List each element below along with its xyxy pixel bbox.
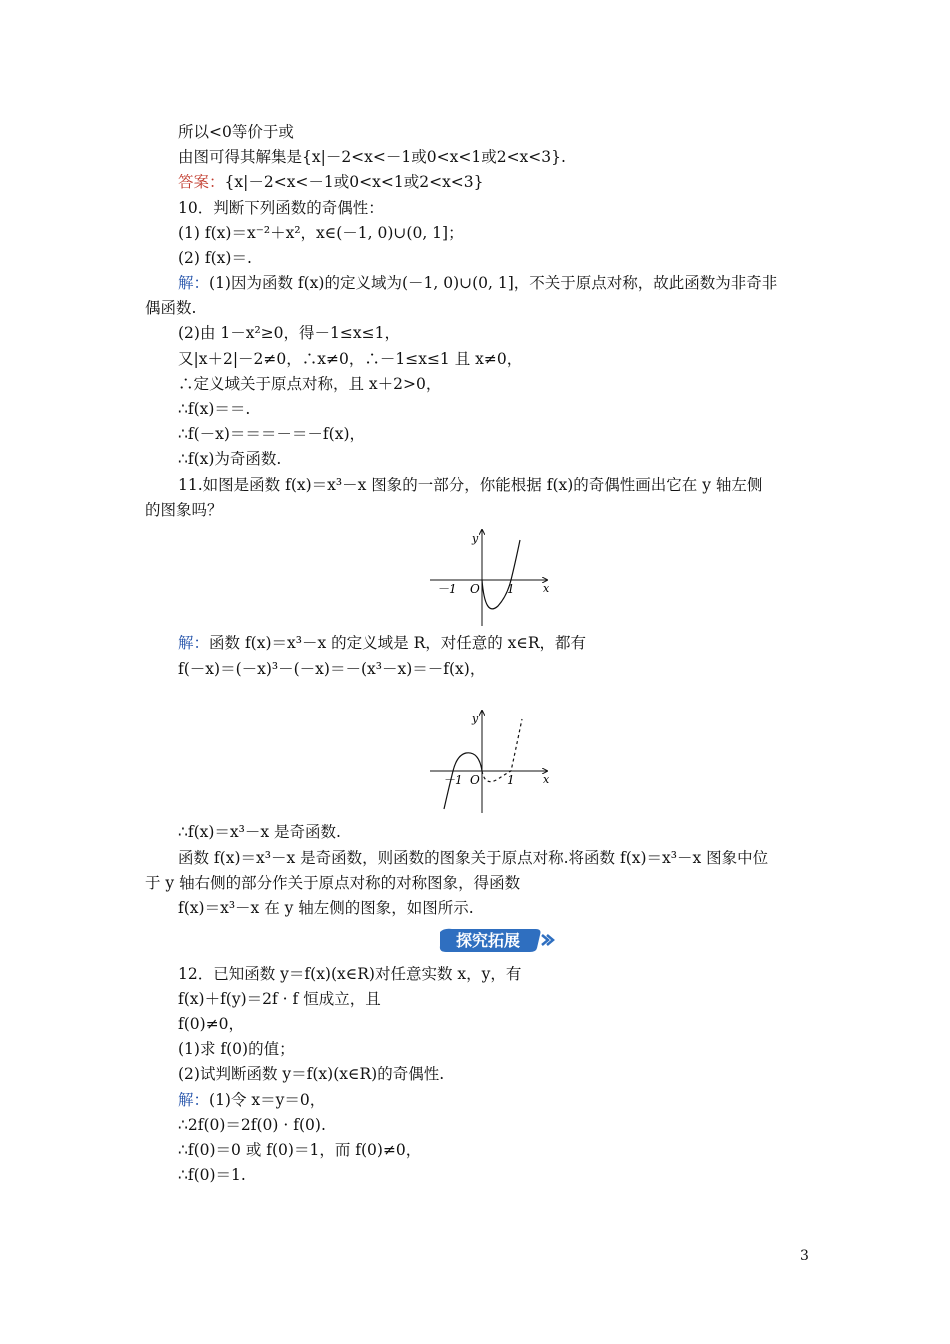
question-10: 10．判断下列函数的奇偶性： [178,199,384,217]
solution-line [178,273,777,293]
text-line: ∴f(x)＝x³－x 是奇函数. [178,823,341,841]
text-line: 由图可得其解集是{x|－2<x<－1或0<x<1或2<x<3}. [178,148,566,166]
curve-right-dashed [482,719,522,782]
banner-text: 探究拓展 [455,931,521,950]
graph-svg [425,705,565,815]
graph-cubic-symmetric [425,705,565,819]
solution-label: 解： [178,1091,210,1109]
page-number: 3 [800,1248,809,1264]
origin-label: O [470,773,480,787]
text-line: (1)求 f(0)的值； [178,1040,295,1058]
answer-label: 答案： [178,173,225,191]
graph-svg [425,522,565,630]
banner-svg [436,926,556,954]
tick-one: 1 [507,582,515,596]
text-line: f(x)＝x³－x 在 y 轴左侧的图象，如图所示. [178,899,474,917]
solution-line [178,633,586,653]
curve-right [482,540,520,609]
text-line: (1) f(x)＝x⁻²＋x²，x∈(－1, 0)∪(0, 1]； [178,224,464,242]
text-line: f(－x)＝(－x)³－(－x)＝－(x³－x)＝－f(x)， [178,660,486,678]
solution-line [178,1090,325,1110]
graph-cubic-right [425,522,565,634]
text-line: f(x)＋f(y)＝2f · f 恒成立，且 [178,990,381,1008]
tick-neg-one: －1 [443,773,463,787]
question-12: 12．已知函数 y＝f(x)(x∈R)对任意实数 x，y，有 [178,965,522,983]
x-label: x [543,773,550,786]
solution-label: 解： [178,634,210,652]
text-line: ∴f(－x)＝＝＝－＝－f(x)， [178,425,366,443]
text-line: 又|x＋2|－2≠0，∴x≠0，∴－1≤x≤1 且 x≠0， [178,350,523,368]
text-line: 的图象吗？ [145,501,223,519]
x-label: x [543,582,550,595]
text-line: 函数 f(x)＝x³－x 是奇函数，则函数的图象关于原点对称.将函数 f(x)＝x³－x 图象中位 [178,849,769,867]
text-line: ∴定义域关于原点对称，且 x＋2>0， [178,375,442,393]
text-line: ∴f(0)＝1. [178,1166,246,1184]
section-banner [436,926,556,954]
tick-one: 1 [507,773,515,787]
text-line: 所以<0等价于或 [178,123,294,141]
solution-label: 解： [178,274,210,292]
text-line: (2) f(x)＝. [178,249,252,267]
text-line: (2)由 1－x²≥0，得－1≤x≤1， [178,324,400,342]
text-line: ∴2f(0)＝2f(0) · f(0). [178,1116,326,1134]
answer-line [178,172,484,192]
answer-text: {x|－2<x<－1或0<x<1或2<x<3} [224,173,484,191]
text-line: ∴f(x)为奇函数. [178,450,282,468]
tick-neg-one: －1 [437,582,457,596]
solution-text: (1)因为函数 f(x)的定义域为(－1, 0)∪(0, 1]，不关于原点对称，故此函数为非奇非 [209,274,778,292]
text-line: ∴f(x)＝＝. [178,400,251,418]
text-line: (2)试判断函数 y＝f(x)(x∈R)的奇偶性. [178,1065,445,1083]
solution-text: (1)令 x＝y＝0， [209,1091,326,1109]
text-line: 于 y 轴右侧的部分作关于原点对称的对称图象，得函数 [145,874,521,892]
text-line: 偶函数. [145,299,197,317]
solution-text: 函数 f(x)＝x³－x 的定义域是 R，对任意的 x∈R，都有 [209,634,587,652]
text-line: f(0)≠0， [178,1015,245,1033]
text-line: ∴f(0)＝0 或 f(0)＝1，而 f(0)≠0， [178,1141,422,1159]
question-11: 11.如图是函数 f(x)＝x³－x 图象的一部分，你能根据 f(x)的奇偶性画出它在 y 轴左侧 [178,476,763,494]
y-label: y [472,712,479,725]
y-label: y [472,532,479,545]
origin-label: O [470,582,480,596]
